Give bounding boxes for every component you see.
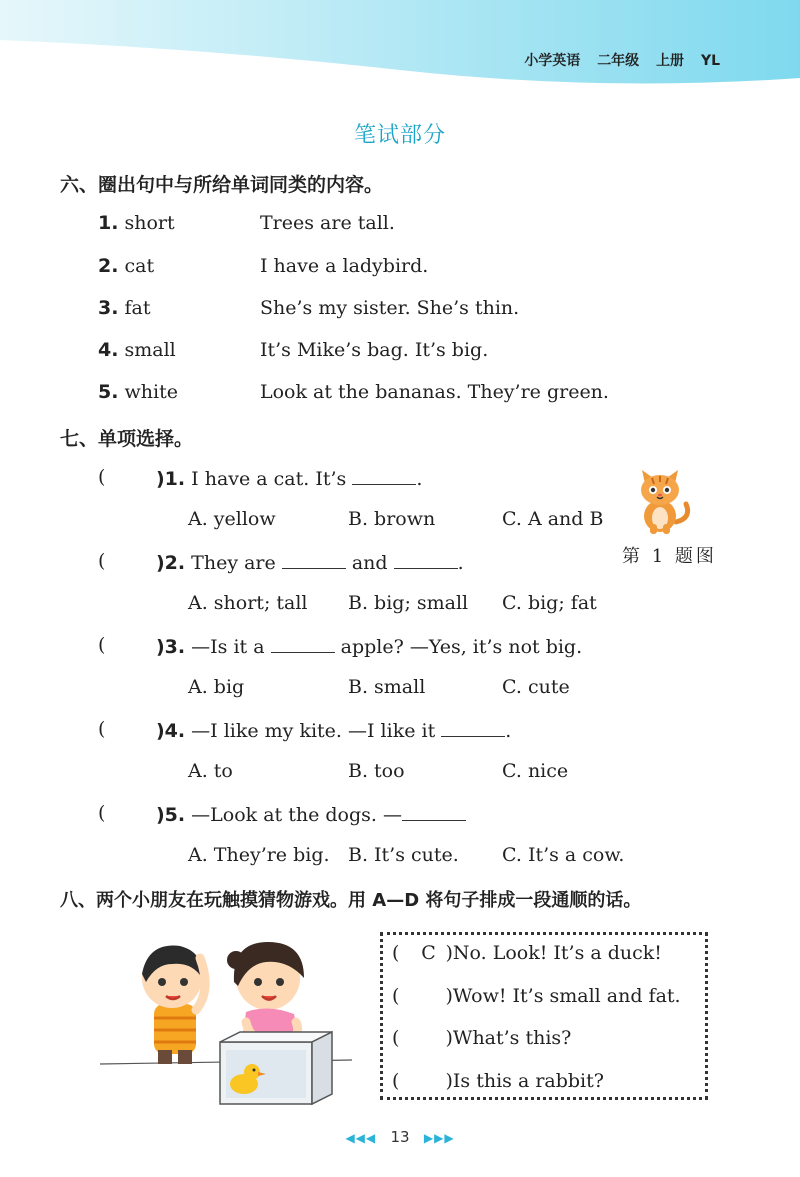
q-text: —Look at the dogs. —	[191, 804, 402, 826]
answer-blank[interactable]	[441, 718, 505, 737]
q-text: apple? —Yes, it’s not big.	[340, 636, 583, 658]
page-number: 13	[390, 1128, 410, 1146]
q-num: )1.	[156, 468, 186, 490]
q2-option-b[interactable]: B. big; small	[348, 592, 469, 614]
section8-heading: 八、两个小朋友在玩触摸猜物游戏。用 A—D 将句子排成一段通顺的话。	[60, 890, 642, 911]
header-grade: 二年级	[597, 53, 640, 69]
answer-paren-1[interactable]: (	[98, 466, 106, 488]
s6-item-word: fat	[124, 297, 151, 319]
s6-item-word: white	[124, 381, 178, 403]
q4-option-b[interactable]: B. too	[348, 760, 405, 782]
page-title: 笔试部分	[353, 123, 446, 148]
q-num: )3.	[156, 636, 186, 658]
s6-item-word: cat	[124, 255, 155, 277]
section7-heading: 七、单项选择。	[60, 428, 194, 450]
answer-blank[interactable]	[402, 802, 466, 821]
dialog-line-4: ( )Is this a rabbit?	[392, 1070, 604, 1092]
q3-option-a[interactable]: A. big	[188, 676, 245, 698]
s6-item-5-word	[98, 381, 178, 403]
answer-paren-2[interactable]: (	[98, 550, 106, 572]
answer-blank[interactable]	[352, 466, 416, 485]
answer-blank[interactable]	[394, 550, 458, 569]
s6-item-4-word	[98, 339, 176, 361]
s6-item-3-word	[98, 297, 151, 319]
q-text: I have a cat. It’s	[191, 468, 347, 490]
s6-item-num: 2.	[98, 255, 119, 277]
q1-stem	[156, 466, 422, 490]
prev-arrows-icon: ◀◀◀	[345, 1131, 377, 1145]
header-edition: YL	[700, 53, 720, 69]
dialog-line-1: ( C )No. Look! It’s a duck!	[392, 942, 662, 964]
q-text: —I like my kite. —I like it	[191, 720, 436, 742]
s6-item-4-sentence: It’s Mike’s bag. It’s big.	[260, 339, 489, 361]
q5-stem	[156, 802, 466, 826]
section6-heading: 六、圈出句中与所给单词同类的内容。	[60, 174, 384, 196]
q4-stem	[156, 718, 511, 742]
header-info	[512, 50, 720, 70]
q-text: .	[416, 468, 423, 490]
q5-option-a[interactable]: A. They’re big.	[188, 844, 330, 866]
dialog-line-3: ( )What’s this?	[392, 1027, 572, 1049]
header-band	[0, 0, 800, 90]
s6-item-num: 5.	[98, 381, 119, 403]
kids-illustration	[100, 938, 360, 1108]
q2-option-c[interactable]: C. big; fat	[502, 592, 597, 614]
q-text: .	[505, 720, 512, 742]
q5-option-b[interactable]: B. It’s cute.	[348, 844, 459, 866]
q1-option-c[interactable]: C. A and B	[502, 508, 604, 530]
s6-item-word: short	[124, 212, 175, 234]
answer-blank[interactable]	[271, 634, 335, 653]
q-num: )5.	[156, 804, 186, 826]
answer-slot[interactable]: C	[421, 942, 436, 964]
s6-item-2-word	[98, 255, 154, 277]
q1-option-b[interactable]: B. brown	[348, 508, 436, 530]
q2-option-a[interactable]: A. short; tall	[188, 592, 308, 614]
s6-item-3-sentence: She’s my sister. She’s thin.	[260, 297, 520, 319]
figure-caption: 第 1 题图	[622, 546, 717, 567]
q-text: —Is it a	[191, 636, 265, 658]
dialog-text: )Wow! It’s small and fat.	[445, 985, 681, 1007]
q4-option-a[interactable]: A. to	[188, 760, 233, 782]
q-text: They are	[191, 552, 276, 574]
dialog-text: )No. Look! It’s a duck!	[445, 942, 662, 964]
q3-stem	[156, 634, 582, 658]
q-num: )4.	[156, 720, 186, 742]
cat-illustration	[632, 460, 692, 536]
header-volume: 上册	[656, 53, 685, 69]
dialog-text: )Is this a rabbit?	[445, 1070, 604, 1092]
q2-stem	[156, 550, 464, 574]
s6-item-1-sentence: Trees are tall.	[260, 212, 395, 234]
q5-option-c[interactable]: C. It’s a cow.	[502, 844, 625, 866]
s6-item-5-sentence: Look at the bananas. They’re green.	[260, 381, 609, 403]
page-footer	[0, 1128, 800, 1146]
s6-item-num: 1.	[98, 212, 119, 234]
next-arrows-icon: ▶▶▶	[423, 1131, 455, 1145]
answer-paren-4[interactable]: (	[98, 718, 106, 740]
q4-option-c[interactable]: C. nice	[502, 760, 569, 782]
s6-item-1-word	[98, 212, 175, 234]
q-num: )2.	[156, 552, 186, 574]
answer-blank[interactable]	[282, 550, 346, 569]
q-text: .	[457, 552, 464, 574]
q-text: and	[351, 552, 388, 574]
dialog-line-2: ( )Wow! It’s small and fat.	[392, 985, 681, 1007]
s6-item-num: 3.	[98, 297, 119, 319]
answer-paren-3[interactable]: (	[98, 634, 106, 656]
s6-item-word: small	[124, 339, 176, 361]
s6-item-2-sentence: I have a ladybird.	[260, 255, 429, 277]
q1-option-a[interactable]: A. yellow	[188, 508, 276, 530]
s6-item-num: 4.	[98, 339, 119, 361]
answer-paren-5[interactable]: (	[98, 802, 106, 824]
q3-option-c[interactable]: C. cute	[502, 676, 570, 698]
q3-option-b[interactable]: B. small	[348, 676, 426, 698]
dialog-text: )What’s this?	[445, 1027, 572, 1049]
header-subject: 小学英语	[524, 53, 581, 69]
